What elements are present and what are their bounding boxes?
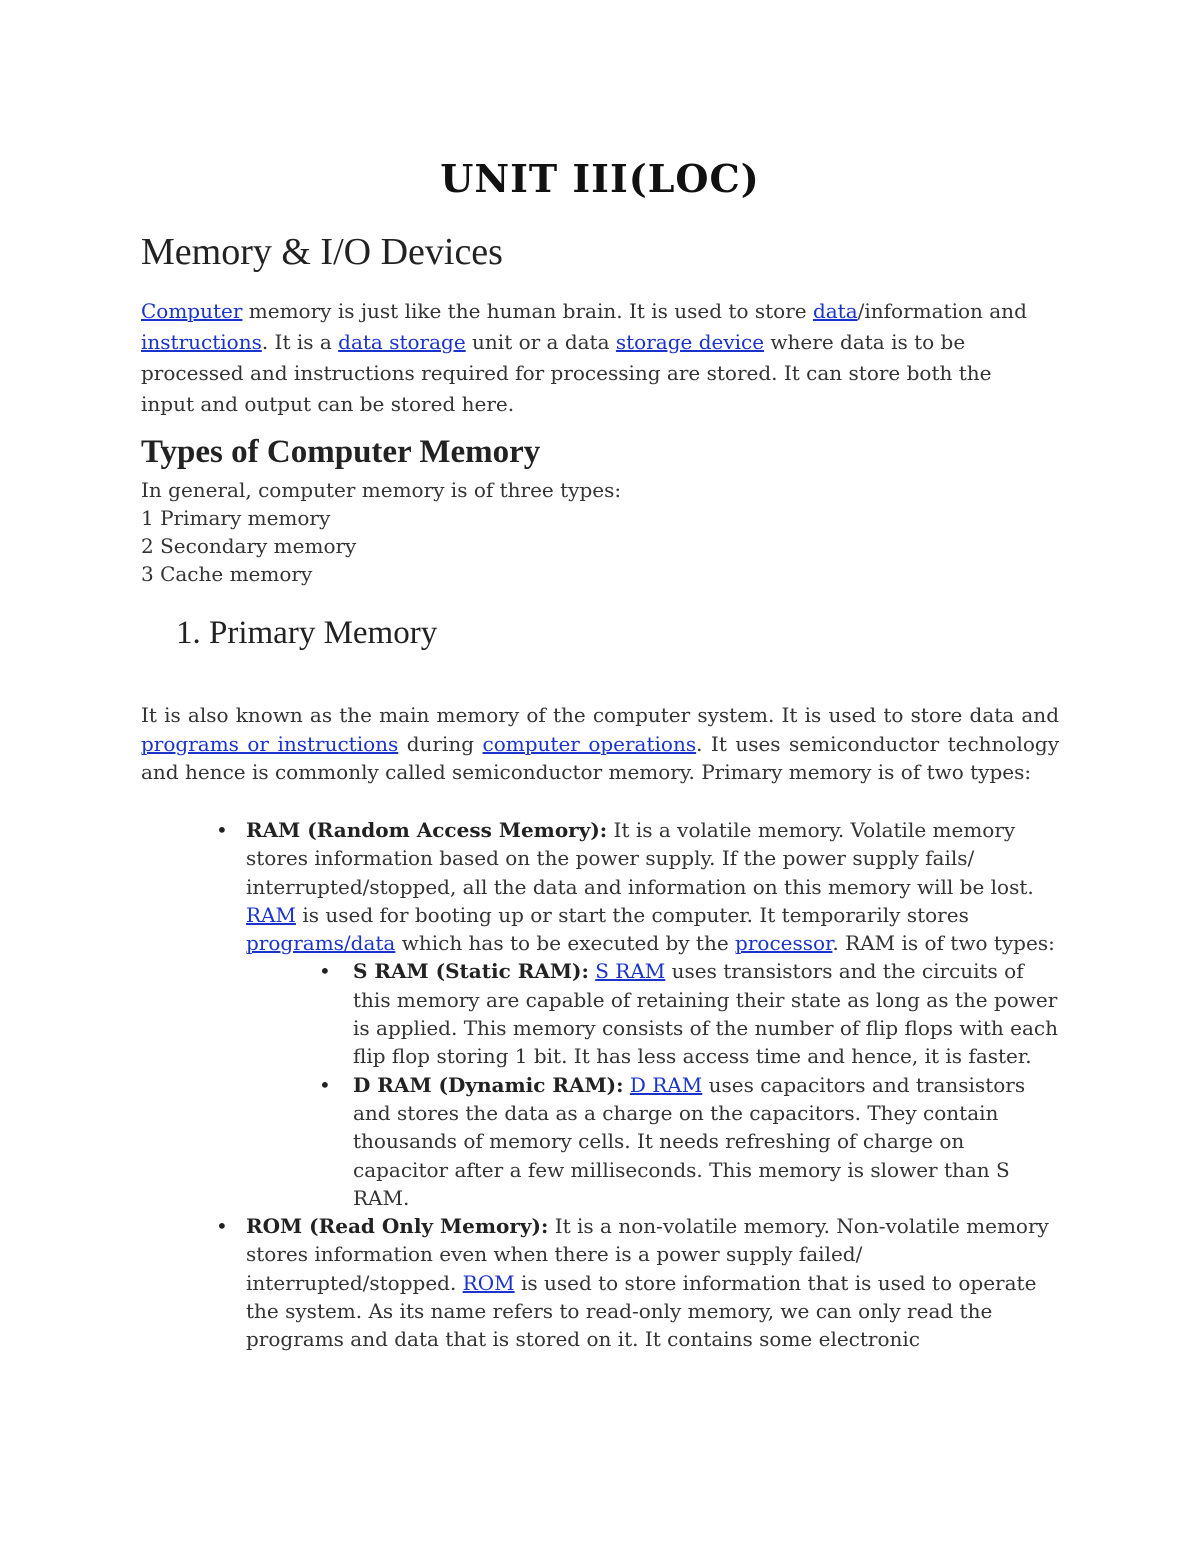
list-item: 2 Secondary memory xyxy=(141,534,357,558)
term-sram: S RAM (Static RAM): xyxy=(353,959,589,984)
list-item: 3 Cache memory xyxy=(141,562,313,586)
link-programs-or-instructions[interactable]: programs or instructions xyxy=(141,731,399,756)
term-dram: D RAM (Dynamic RAM): xyxy=(353,1072,624,1097)
link-computer-operations[interactable]: computer operations xyxy=(482,731,697,756)
term-ram: RAM (Random Access Memory): xyxy=(246,818,608,842)
link-computer[interactable]: Computer xyxy=(141,299,243,323)
primary-memory-paragraph xyxy=(141,701,1059,787)
primary-text-2: during xyxy=(398,731,483,756)
bullet-icon: • xyxy=(319,959,331,984)
ram-text-4: . RAM is of two types: xyxy=(832,931,1055,956)
intro-text-1: memory is just like the human brain. It is used to store xyxy=(242,299,813,323)
link-data-storage[interactable]: data storage xyxy=(338,330,466,354)
intro-text-4: unit or a data xyxy=(465,330,616,354)
primary-text-1: It is also known as the main memory of the computer system. It is used to store data and xyxy=(141,703,1059,727)
bullet-sram xyxy=(319,957,1065,1070)
types-intro: In general, computer memory is of three types: xyxy=(141,478,622,502)
bullet-ram xyxy=(216,816,1066,957)
intro-paragraph xyxy=(141,296,1041,420)
dram-text: uses capacitors and transistors and stores the data as a charge on the capacitors. They contain thousands of memory cells. It needs refreshing of charge on capacitor after a few milliseconds. This memory is slower than S RAM. xyxy=(353,1072,1026,1210)
ram-text-3: which has to be executed by the xyxy=(395,931,736,956)
types-list xyxy=(141,476,621,588)
rom-text-1: It is a non-volatile memory. Non-volatile memory stores information even when there is a power supply failed/ interrupted/stopped. xyxy=(246,1214,1049,1295)
heading-memory-io: Memory & I/O Devices xyxy=(141,231,503,273)
link-instructions[interactable]: instructions xyxy=(141,330,262,354)
link-ram[interactable]: RAM xyxy=(246,902,296,927)
bullet-rom xyxy=(216,1212,1066,1353)
sram-text: uses transistors and the circuits of this memory are capable of retaining their state as long as the power is applied. This memory consists of the number of flip flops with each flip flop storing 1 bit. It has less access time and hence, it is faster. xyxy=(353,959,1058,1069)
intro-text-2: /information and xyxy=(857,299,1027,323)
term-rom: ROM (Read Only Memory): xyxy=(246,1214,549,1239)
ram-text-1: It is a volatile memory. Volatile memory stores information based on the power supply. If the power supply fails/ interrupted/stopped, all the data and information on this memory will be lost. xyxy=(246,818,1034,899)
link-processor[interactable]: processor xyxy=(735,931,833,956)
link-sram[interactable]: S RAM xyxy=(595,959,666,984)
link-programs-data[interactable]: programs/data xyxy=(246,931,396,956)
page-title: UNIT III(LOC) xyxy=(440,156,760,201)
ram-sub-bullets xyxy=(319,957,1065,1212)
link-data[interactable]: data xyxy=(812,299,858,323)
ram-text-2: is used for booting up or start the computer. It temporarily stores xyxy=(295,902,969,927)
link-rom[interactable]: ROM xyxy=(462,1270,515,1295)
bullet-icon: • xyxy=(216,1214,228,1239)
bullet-icon: • xyxy=(216,818,228,842)
rom-text-2: is used to store information that is used to operate the system. As its name refers to read-only memory, we can only read the programs and data that is stored on it. It contains some electronic xyxy=(246,1270,1037,1352)
intro-text-5: where data is to be processed and instructions required for processing are stored. It can store both the input and output can be stored here. xyxy=(141,330,992,416)
heading-primary-memory: 1. Primary Memory xyxy=(176,615,438,651)
heading-types-of-memory: Types of Computer Memory xyxy=(141,434,541,470)
list-item: 1 Primary memory xyxy=(141,506,331,530)
memory-types-bullets xyxy=(216,816,1066,1354)
link-storage-device[interactable]: storage device xyxy=(615,330,765,354)
intro-text-3: . It is a xyxy=(261,330,339,354)
bullet-icon: • xyxy=(319,1072,331,1097)
link-dram[interactable]: D RAM xyxy=(629,1072,703,1097)
primary-text-3: . It uses semiconductor technology and hence is commonly called semiconductor memory. Primary memory is of two types: xyxy=(141,731,1060,784)
bullet-dram xyxy=(319,1071,1065,1212)
